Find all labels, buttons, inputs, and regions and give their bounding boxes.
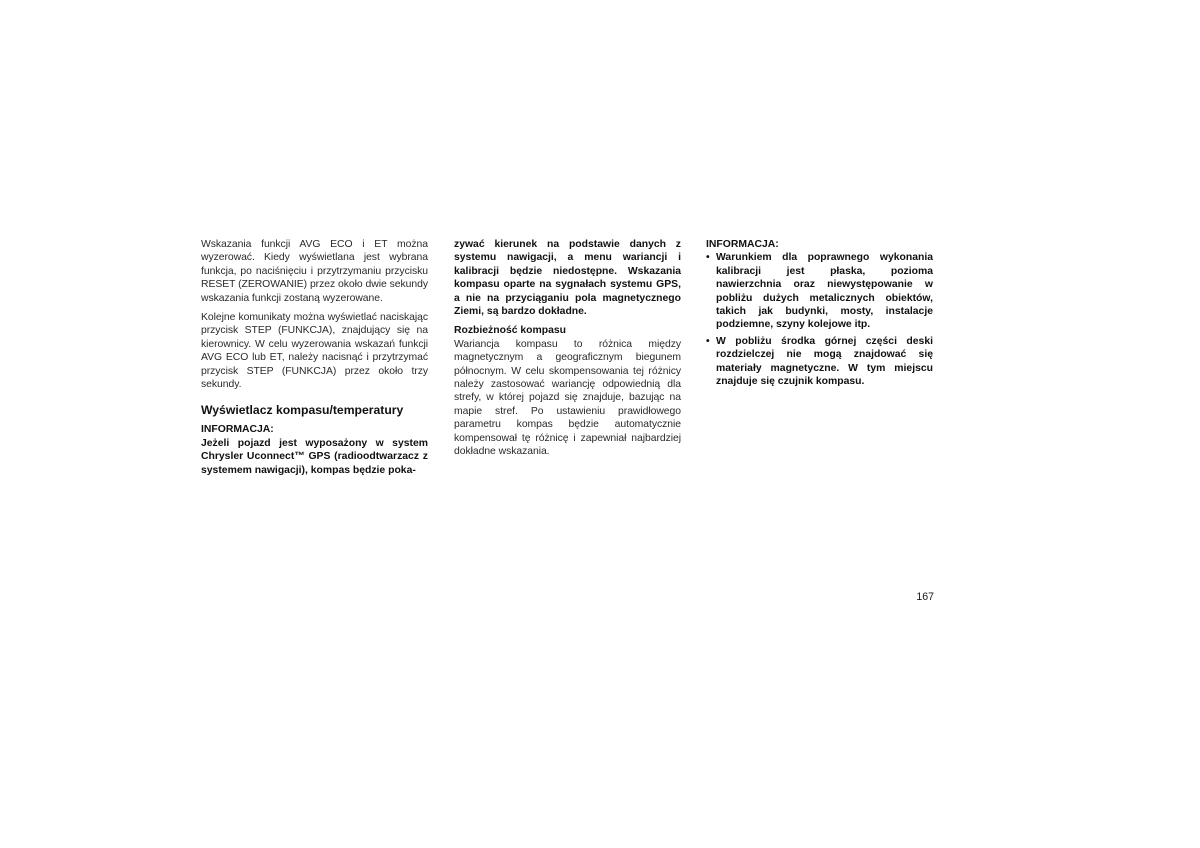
text-column-middle [454,238,681,459]
info-text-gps-continued: zywać kierunek na podstawie danych z systemu nawigacji, a menu wariancji i kalibracji będzie niedostępne. Wskazania kompasu oparte na sygnałach systemu GPS, a nie na przyciąganiu pola magnetycznego Ziemi, są bardzo dokładne. [454,239,681,318]
bullet-icon: • [706,335,710,347]
list-item-text: Warunkiem dla poprawnego wykonania kalibracji jest płaska, pozioma nawierzchnia oraz niewystępowanie w pobliżu dużych metalicznych obiektów, takich jak budynki, mosty, instalacje podziemne, szyny kolejowe itp. [716,252,933,331]
info-label-calibration: INFORMACJA: [706,239,779,250]
text-column-left [201,238,428,477]
section-heading-compass-temperature: Wyświetlacz kompasu/temperatury [201,403,404,418]
subheading-compass-variance: Rozbieżność kompasu [454,325,567,337]
list-item [706,251,933,331]
info-text-gps: Jeżeli pojazd jest wyposażony w system Chrysler Uconnect™ GPS (radioodtwarzacz z systemem nawigacji), kompas będzie poka- [201,437,428,476]
paragraph-compass-variance: Wariancja kompasu to różnica między magnetycznym a geograficznym biegunem północnym. W celu skompensowania tej różnicy należy zastosować wariancję odpowiednią dla strefy, w której pojazd się znajduje, bazując na mapie stref. Po ustawieniu prawidłowego parametru kompas będzie automatycznie kompensował tę różnicę i zapewniał najbardziej dokładne wskazania. [454,338,681,458]
calibration-notes-list [706,251,933,388]
paragraph-reset-functions: Wskazania funkcji AVG ECO i ET można wyzerować. Kiedy wyświetlana jest wybrana funkcja, po naciśnięciu i przytrzymaniu przycisku RESET (ZEROWANIE) przez około dwie sekundy wskazania funkcji zostaną wyzerowane. [201,239,428,304]
page-number: 167 [916,591,934,603]
bullet-icon: • [706,252,710,264]
list-item-text: W pobliżu środka górnej części deski rozdzielczej nie mogą znajdować się materiały magnetyczne. W tym miejscu znajduje się czujnik kompasu. [716,335,933,388]
list-item [706,335,933,389]
paragraph-step-button: Kolejne komunikaty można wyświetlać naciskając przycisk STEP (FUNKCJA), znajdujący się na kierownicy. W celu wyzerowania wskazań funkcji AVG ECO lub ET, należy nacisnąć i przytrzymać przycisk STEP (FUNKCJA) przez około trzy sekundy. [201,312,428,391]
text-column-right [706,238,933,388]
info-label: INFORMACJA: [201,424,274,436]
